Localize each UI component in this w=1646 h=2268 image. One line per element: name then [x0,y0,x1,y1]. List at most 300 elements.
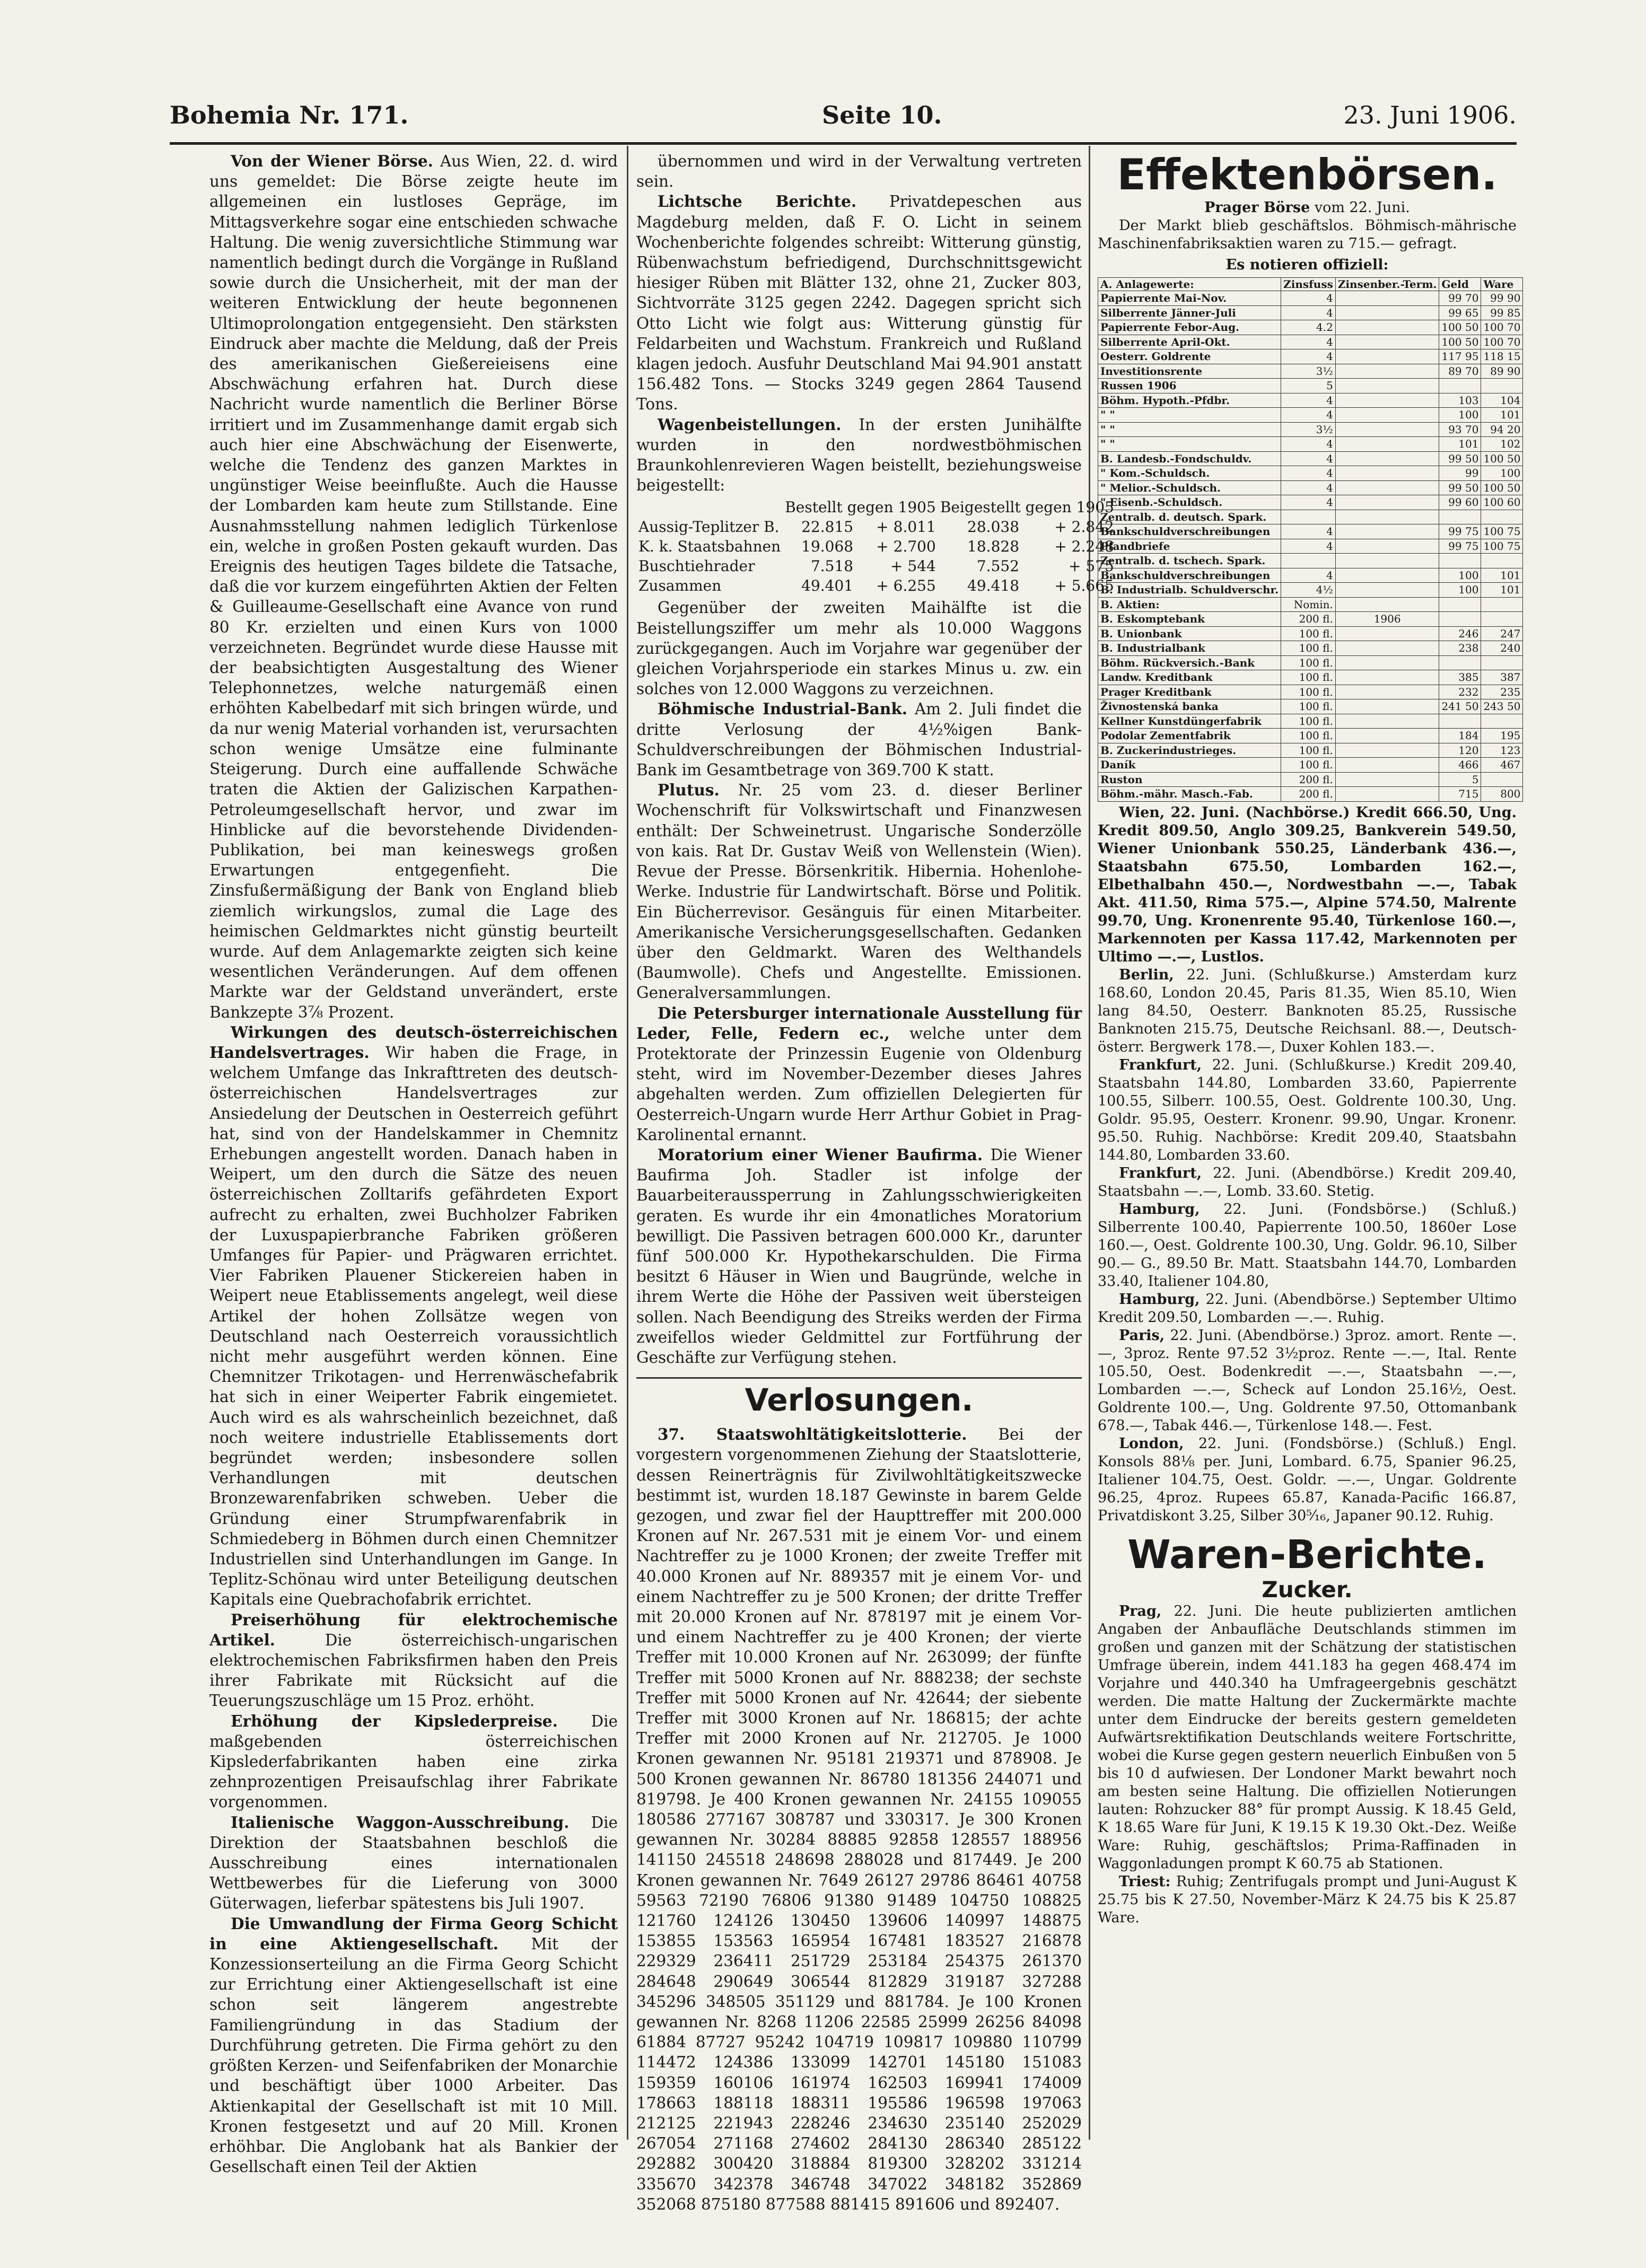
anlagewerte-cell: 93 70 [1439,422,1481,437]
prager-date: vom 22. Juni. [1314,199,1410,216]
article-paragraph [636,598,1082,699]
anlagewerte-cell [1335,379,1439,393]
anlagewerte-cell: 4 [1281,393,1336,408]
anlagewerte-cell: 99 75 [1439,539,1481,554]
wagen-cell: + 2.842 [1054,518,1114,536]
anl-head-term: Zinsenber.-Term. [1335,278,1439,291]
anlagewerte-cell: 99 75 [1439,524,1481,539]
anlagewerte-cell [1335,699,1439,714]
anlagewerte-cell [1335,655,1439,670]
anlagewerte-cell: 100 [1481,466,1523,481]
anlagewerte-cell: 243 50 [1481,699,1523,714]
header-masthead: Bohemia Nr. 171. [170,101,409,129]
article-paragraph [1098,1056,1517,1164]
anlagewerte-row [1098,408,1523,423]
anlagewerte-row [1098,685,1523,699]
anlagewerte-cell [1335,451,1439,466]
anlagewerte-cell [1335,772,1439,787]
anlagewerte-cell [1439,379,1481,393]
wagen-cell: + 575 [1069,557,1114,575]
anlagewerte-cell: 5 [1281,379,1336,393]
article-paragraph [1098,1327,1517,1435]
anlagewerte-cell: 195 [1481,729,1523,743]
article-heading: Die Umwandlung der Firma Georg Schicht in eine Aktiengesellschaft. [209,1914,618,1953]
anlagewerte-cell: 100 fl. [1281,670,1336,685]
anlagewerte-cell: 94 20 [1481,422,1523,437]
anlagewerte-cell: 123 [1481,743,1523,758]
verlosungen-text [636,1424,1082,2214]
anlagewerte-cell: 99 50 [1439,451,1481,466]
anlagewerte-cell: Živnostenská banka [1098,699,1281,714]
anlagewerte-row [1098,364,1523,379]
article-body: Privatdepeschen aus Magdeburg melden, daß F. O. Licht in seinem Wochenberichte folgendes schreibt: Witterung günstig, Rübenwachstum befriedigend, Durchschnittsgewicht hiesiger Rüben mit Blätter 132, ohne 21, Zucker 803, Sichtvorräte 3125 gegen 2242. Dagegen spricht sich Otto Licht wie folgt aus: Witterung günstig für Feldarbeiten und Wachstum. Frankreich und Rußland klagen jedoch. Ausfuhr Deutschland Mai 94.901 anstatt 156.482 Tons. — Stocks 3249 gegen 2864 Tausend Tons. [636,192,1082,414]
anlagewerte-cell: 117 95 [1439,349,1481,364]
anlagewerte-row [1098,655,1523,670]
anlagewerte-cell: Investitionsrente [1098,364,1281,379]
article-body: 22. Juni. (Fondsbörse.) (Schluß.) Engl. Konsols 88⅛ per. Juni, Lombard. 6.75, Spanier 96.25, Italiener 104.75, Oest. Goldr. —.—, Ungar. Goldrente 96.25, 4proz. Rupees 65.87, Kanada-Pacific 166.87, Privatdiskont 3.25, Silber 30⁵⁄₁₆, Japaner 90.12. Ruhig. [1098,1435,1517,1524]
article-paragraph [636,699,1082,780]
anlagewerte-row [1098,437,1523,452]
anlagewerte-cell [1439,714,1481,729]
anlagewerte-cell: 103 [1439,393,1481,408]
article-body: übernommen und wird in der Verwaltung vertreten sein. [636,152,1082,191]
article-body: Die Wiener Baufirma Joh. Stadler ist infolge der Bauarbeiteraussperrung in Zahlungsschwierigkeiten geraten. Es wurde ihr ein 4monatliches Moratorium bewilligt. Die Passiven betragen 600.000 Kr., darunter fünf 500.000 Kr. Hypothekarschulden. Die Firma besitzt 6 Häuser in Wien und Baugründe, welche in ihrem Werte die Höhe der Passiven weit übersteigen sollen. Nach Beendigung des Streiks werden der Firma zweifellos wieder Geldmittel zur Fortführung der Geschäfte zur Verfügung stehen. [636,1145,1082,1367]
column-2-articles-2 [636,598,1082,1368]
header-date: 23. Juni 1906. [1343,101,1517,129]
article-heading: Hamburg, [1119,1291,1200,1308]
column-divider-2 [1089,146,1090,2140]
anlagewerte-cell: 100 [1439,583,1481,598]
notieren-line: Es notieren offiziell: [1225,257,1389,273]
anlagewerte-cell: Bankschuldverschreibungen [1098,568,1281,583]
article-paragraph [636,191,1082,414]
article-body: 22. Juni. (Fondsbörse.) (Schluß.) Silberrente 100.40, Papierrente 100.50, 1860er Lose 160.—, Oest. Goldrente 100.30, Ung. Goldr. 96.10, Silber 90.— G., 89.50 Br. Matt. Staatsbahn 144.70, Lombarden 33.40, Italiener 104.80, [1098,1201,1517,1290]
article-heading: Preiserhöhung für elektrochemische Artikel. [209,1610,618,1649]
anlagewerte-cell: 100 50 [1439,320,1481,335]
article-body: 22. Juni. (Abendbörse.) Kredit 209.40, Staatsbahn —.—, Lomb. 33.60. Stetig. [1098,1164,1517,1199]
anlagewerte-cell: 4 [1281,524,1336,539]
anlagewerte-cell [1481,714,1523,729]
article-paragraph [209,1610,618,1711]
header-rule [170,142,1517,145]
article-body: Die maßgebenden österreichischen Kipslederfabrikanten haben eine zirka zehnprozentigen Preisaufschlag ihrer Fabrikate vorgenommen. [209,1712,618,1811]
anlagewerte-cell: 387 [1481,670,1523,685]
anlagewerte-cell: 1906 [1335,612,1439,627]
anlagewerte-cell: 4 [1281,480,1336,495]
anlagewerte-cell: Nomin. [1281,597,1336,612]
wagen-cell: 18.828 [967,538,1020,556]
article-heading: Berlin, [1119,966,1174,983]
anlagewerte-row [1098,422,1523,437]
column-3 [1098,150,1521,2145]
anlagewerte-cell: Böhm.-mähr. Masch.-Fab. [1098,787,1281,802]
anlagewerte-cell: Pfandbriefe [1098,539,1281,554]
anlagewerte-cell: 100 fl. [1281,626,1336,641]
anlagewerte-cell: 100 fl. [1281,743,1336,758]
anlagewerte-cell [1439,655,1481,670]
anlagewerte-cell: 118 15 [1481,349,1523,364]
article-body: 22. Juni. (Abendbörse.) 3proz. amort. Rente —.—, 3proz. Rente 97.52 3½proz. Rente —.—, Ital. Rente 105.50, Oest. Bodenkredit —.—, Staatsbahn —.—, Lombarden —.—, Scheck auf London 25.16½, Oest. Goldrente 100.—, Ung. Goldrente 97.50, Ottomanbank 678.—, Tabak 446.—, Türkenlose 148.—. Fest. [1098,1327,1517,1434]
anlagewerte-cell [1335,626,1439,641]
anlagewerte-cell: 238 [1439,641,1481,656]
anlagewerte-cell: 101 [1481,568,1523,583]
anlagewerte-cell: B. Aktien: [1098,597,1281,612]
anlagewerte-cell: 100 fl. [1281,714,1336,729]
article-body: Gegenüber der zweiten Maihälfte ist die Beistellungsziffer um mehr als 10.000 Waggons zurückgegangen. Auch im Vorjahre war gegenüber der gleichen Vorjahrsperiode ein starkes Minus u. zw. ein solches von 12.000 Waggons zu verzeichnen. [636,599,1082,698]
wagen-header-beigestellt: Beigestellt gegen 1905 [940,498,1114,516]
anlagewerte-row [1098,349,1523,364]
anlagewerte-cell [1335,714,1439,729]
anlagewerte-row [1098,305,1523,320]
anlagewerte-cell: 99 50 [1439,480,1481,495]
anlagewerte-cell: 3½ [1281,422,1336,437]
article-heading: Paris, [1119,1327,1165,1344]
anlagewerte-cell: 4 [1281,539,1336,554]
anlagewerte-row [1098,335,1523,349]
article-paragraph [209,1812,618,1914]
wagen-header-bestellt: Bestellt gegen 1905 [785,498,936,516]
anlagewerte-cell: Böhm. Hypoth.-Pfdbr. [1098,393,1281,408]
anlagewerte-cell: 100 [1439,568,1481,583]
anlagewerte-cell: Silberrente Jänner-Juli [1098,305,1281,320]
wagen-row [636,576,1116,596]
anlagewerte-cell: 100 75 [1481,539,1523,554]
article-heading: London, [1119,1435,1184,1452]
anlagewerte-cell [1335,670,1439,685]
article-heading: Triest: [1119,1873,1171,1890]
article-paragraph [209,1711,618,1812]
anlagewerte-cell [1335,349,1439,364]
anlagewerte-cell [1481,597,1523,612]
article-paragraph [1098,1873,1517,1927]
anlagewerte-cell: Russen 1906 [1098,379,1281,393]
wagen-cell: Zusammen [638,577,722,595]
anlagewerte-cell [1335,393,1439,408]
anlagewerte-cell: 99 65 [1439,305,1481,320]
article-heading: Frankfurt, [1119,1164,1202,1181]
wagen-header-row [636,497,1116,517]
anlagewerte-cell: " Kom.-Schuldsch. [1098,466,1281,481]
anlagewerte-cell: Zentralb. d. deutsch. Spark. [1098,510,1281,524]
anlagewerte-cell: 101 [1481,408,1523,423]
anlagewerte-cell: 200 fl. [1281,787,1336,802]
article-heading: Frankfurt, [1119,1056,1202,1073]
anlagewerte-row [1098,583,1523,598]
anlagewerte-cell: 120 [1439,743,1481,758]
page-header [170,101,1517,143]
article-paragraph [1098,1291,1517,1327]
article-body: In der ersten Junihälfte wurden in den nordwestböhmischen Braunkohlenrevieren Wagen beistellt, beziehungsweise beigestellt: [636,415,1082,495]
anlagewerte-cell [1335,480,1439,495]
anlagewerte-cell: Papierrente Mai-Nov. [1098,291,1281,306]
anlagewerte-cell: 3½ [1281,364,1336,379]
article-paragraph [1098,1435,1517,1525]
market-reports [1098,804,1517,1525]
article-paragraph [636,415,1082,496]
anlagewerte-cell: 4 [1281,291,1336,306]
wagen-cell: 28.038 [967,518,1020,536]
anlagewerte-cell: 200 fl. [1281,612,1336,627]
wagen-cell: 7.518 [810,557,854,575]
anlagewerte-cell: Zentralb. d. tschech. Spark. [1098,554,1281,568]
effektenboersen-title: Effektenbörsen. [1117,150,1498,199]
anlagewerte-cell [1335,787,1439,802]
anlagewerte-cell: Papierrente Febor-Aug. [1098,320,1281,335]
anlagewerte-row [1098,714,1523,729]
anlagewerte-cell: 466 [1439,758,1481,773]
anlagewerte-cell: 467 [1481,758,1523,773]
anlagewerte-cell [1335,583,1439,598]
anlagewerte-cell: 99 70 [1439,291,1481,306]
anlagewerte-cell: 4 [1281,349,1336,364]
wagen-table [636,497,1116,596]
anlagewerte-row [1098,524,1523,539]
anlagewerte-cell [1335,291,1439,306]
anlagewerte-row [1098,495,1523,510]
article-heading: Böhmische Industrial-Bank. [658,699,908,719]
anlagewerte-row [1098,451,1523,466]
anlagewerte-cell [1335,729,1439,743]
wagen-cell: + 5.665 [1054,577,1114,595]
article-body: Aus Wien, 22. d. wird uns gemeldet: Die Börse zeigte heute im allgemeinen ein lustloses Gepräge, im Mittagsverkehre sogar eine entschieden schwache Haltung. Die wenig zuversichtliche Stimmung war namentlich bedingt durch die Vorgänge in Rußland sowie durch die Unsicherheit, mit der man der weiteren Entwicklung der heute begonnenen Ultimoprolongation entgegensieht. Den stärksten Eindruck aber machte die Meldung, daß der Preis des amerikanischen Gießereieisens eine Abschwächung erfahren hat. Durch diese Nachricht wurde namentlich die Berliner Börse irritiert und im Zusammenhange damit ergab sich auch hier eine Abschwächung der Eisenwerte, welche die Tendenz des ganzen Marktes in ungünstiger Weise beeinflußte. Auch die Hausse der Lombarden kam heute zum Stillstande. Eine Ausnahmsstellung nahmen lediglich Türkenlose ein, welche in großen Posten gekauft wurden. Das Ereignis des heutigen Tages bildete die Tatsache, daß die vor kurzem eingeführten Aktien der Felten & Guilleaume-Gesellschaft eine Avance von rund 80 Kr. erzielten und einen Kurs von 1000 verzeichneten. Begründet wurde diese Hausse mit der beabsichtigten Ausgestaltung des Wiener Telephonnetzes, welche naturgemäß einen erhöhten Kabelbedarf mit sich bringen würde, und da nur wenig Material vorhanden ist, verursachten schon wenige Umsätze eine fulminante Steigerung. Durch eine auffallende Schwäche traten die Aktien der Galizischen Karpathen-Petroleumgesellschaft hervor, und zwar im Hinblicke auf die bevorstehende Dividenden-Publikation, bei man keineswegs großen Erwartungen entgegenfieht. Die Zinsfußermäßigung der Bank von England blieb ziemlich wirkungslos, zumal die Lage des heimischen Geldmarktes nicht günstig beurteilt wurde. Auf dem Anlagemarkte zeigten sich keine wesentlichen Veränderungen. Auf dem offenen Markte war der Geldstand unverändert, erste Bankzepte 3⅞ Prozent. [209,152,618,1021]
anlagewerte-cell: 100 75 [1481,524,1523,539]
anlagewerte-cell: 101 [1439,437,1481,452]
anlagewerte-row [1098,466,1523,481]
anlagewerte-cell [1335,335,1439,349]
anlagewerte-cell [1335,597,1439,612]
anlagewerte-cell [1335,495,1439,510]
wagen-cell: + 2.248 [1054,538,1114,556]
anlagewerte-cell [1335,524,1439,539]
anlagewerte-cell: 99 60 [1439,495,1481,510]
prager-text: Der Markt blieb geschäftslos. Böhmisch-mährische Maschinenfabriksaktien waren zu 715.— gefragt. [1098,217,1517,252]
article-paragraph [636,151,1082,191]
anlagewerte-row [1098,597,1523,612]
wagen-cell: Buschtiehrader [638,557,755,575]
anlagewerte-cell [1481,772,1523,787]
anlagewerte-cell: B. Industrialb. Schuldverschr. [1098,583,1281,598]
anlagewerte-cell: 100 fl. [1281,729,1336,743]
anlagewerte-cell: " " [1098,437,1281,452]
article-paragraph [636,1145,1082,1368]
anlagewerte-row [1098,787,1523,802]
anlagewerte-cell: " Eisenb.-Schuldsch. [1098,495,1281,510]
article-heading: Lichtsche Berichte. [658,192,857,211]
article-paragraph [1098,804,1517,966]
anlagewerte-cell: 4 [1281,466,1336,481]
wagen-cell: + 6.255 [876,577,936,595]
anlagewerte-cell [1481,655,1523,670]
anlagewerte-cell: 232 [1439,685,1481,699]
anlagewerte-cell: Bankschuldverschreibungen [1098,524,1281,539]
anlagewerte-cell: 104 [1481,393,1523,408]
anlagewerte-cell: Landw. Kreditbank [1098,670,1281,685]
anlagewerte-row [1098,291,1523,306]
article-paragraph [209,1022,618,1610]
anlagewerte-cell [1335,510,1439,524]
prager-boerse-line [1098,199,1517,217]
anlagewerte-cell [1481,510,1523,524]
column-divider-1 [627,146,628,2140]
anlagewerte-cell: 100 fl. [1281,655,1336,670]
anlagewerte-row [1098,393,1523,408]
anlagewerte-cell: 4 [1281,305,1336,320]
anlagewerte-row [1098,480,1523,495]
article-heading: Wagenbeistellungen. [658,415,842,434]
anlagewerte-row [1098,641,1523,656]
article-heading: Erhöhung der Kipslederpreise. [231,1711,558,1730]
anlagewerte-cell: B. Zuckerindustrieges. [1098,743,1281,758]
wagen-cell: Aussig-Teplitzer B. [638,518,780,536]
anlagewerte-cell [1481,554,1523,568]
article-body: Mit der Konzessionserteilung an die Firma Georg Schicht zur Errichtung einer Aktiengesellschaft ist eine schon seit längerem angestrebte Familiengründung in das Stadium der Durchführung getreten. Die Firma gehört zu den größten Kerzen- und Seifenfabriken der Monarchie und beschäftigt über 1000 Arbeiter. Das Aktienkapital der Gesellschaft ist mit 10 Mill. Kronen festgesetzt und auf 20 Mill. Kronen erhöhbar. Die Anglobank hat als Bankier der Gesellschaft einen Teil der Aktien [209,1934,618,2176]
anlagewerte-cell [1335,554,1439,568]
anlagewerte-cell: Kellner Kunstdüngerfabrik [1098,714,1281,729]
article-body: Ruhig; Zentrifugals prompt und Juni-August K 25.75 bis K 27.50, November-März K 24.75 bis K 25.87 Ware. [1098,1873,1517,1926]
anlagewerte-cell: Ruston [1098,772,1281,787]
verlosungen-body: Bei der vorgestern vorgenommenen Ziehung der Staatslotterie, dessen Reinerträgnis für Zivilwohltätigkeitszwecke bestimmt ist, wurden 18.187 Gewinste in barem Gelde gezogen, und zwar fiel der Haupttreffer mit 200.000 Kronen auf Nr. 267.531 mit je einem Vor- und einem Nachtreffer zu je 1000 Kronen; der zweite Treffer mit 40.000 Kronen auf Nr. 889357 mit je einem Vor- und einem Nachtreffer zu je 500 Kronen; der dritte Treffer mit 20.000 Kronen auf Nr. 878197 mit je einem Vor- und einem Nachtreffer zu je 400 Kronen; der vierte Treffer mit 10.000 Kronen auf Nr. 263099; der fünfte Treffer mit 5000 Kronen auf Nr. 888238; der sechste Treffer mit 5000 Kronen auf Nr. 42644; der siebente Treffer mit 3000 Kronen auf Nr. 186815; der achte Treffer mit 2000 Kronen auf Nr. 212705. Je 1000 Kronen gewannen Nr. 95181 219371 und 878908. Je 500 Kronen gewannen Nr. 86780 181356 244071 und 819798. Je 400 Kronen gewannen Nr. 24155 109055 180586 277167 308787 und 330317. Je 300 Kronen gewannen Nr. 30284 88885 92858 128557 188956 141150 245518 248698 288028 und 817449. Je 200 Kronen gewannen Nr. 7649 26127 29786 86461 40758 59563 72190 76806 91380 91489 104750 108825 121760 124126 130450 139606 140997 148875 153855 153563 165954 167481 183527 216878 229329 236411 251729 253184 254375 261370 284648 290649 306544 812829 319187 327288 345296 348505 351129 und 881784. Je 100 Kronen gewannen Nr. 8268 11206 22585 25999 26256 84098 61884 87727 95242 104719 109817 109880 110799 114472 124386 133099 142701 145180 151083 159359 160106 161974 162503 169941 174009 178663 188118 188311 195586 196598 197063 212125 221943 228246 234630 235140 252029 267054 271168 274602 284130 286340 285122 292882 300420 318884 819300 328202 331214 335670 342378 346748 347022 348182 352869 352068 875180 877588 881415 891606 und 892407. [636,1425,1082,2213]
anlagewerte-row [1098,568,1523,583]
anlagewerte-cell: 4 [1281,437,1336,452]
anlagewerte-table [1098,277,1523,802]
wagen-row [636,537,1116,556]
anlagewerte-cell [1335,437,1439,452]
column-1 [209,151,618,2176]
anlagewerte-cell: 100 fl. [1281,758,1336,773]
wagen-cell: 49.418 [967,577,1020,595]
anlagewerte-cell: 385 [1439,670,1481,685]
wagen-cell: 19.068 [801,538,854,556]
anlagewerte-cell: B. Unionbank [1098,626,1281,641]
anlagewerte-cell: 100 50 [1439,335,1481,349]
article-heading: Von der Wiener Börse. [231,152,433,170]
zucker-subtitle: Zucker. [1262,1576,1353,1603]
anlagewerte-cell: Podolar Zementfabrik [1098,729,1281,743]
anlagewerte-cell: 100 60 [1481,495,1523,510]
anlagewerte-cell [1335,743,1439,758]
anlagewerte-cell: 247 [1481,626,1523,641]
article-heading: Prag, [1119,1603,1162,1619]
anlagewerte-cell [1439,554,1481,568]
article-body: 22. Juni. (Schlußkurse.) Amsterdam kurz 168.60, London 20.45, Paris 81.35, Wien 85.10, Wien lang 84.50, Oesterr. Banknoten 85.25, Russische Banknoten 215.75, Deutsche Reichsanl. 88.—, Deutsch-österr. Bergwerk 178.—, Duxer Kohlen 183.—. [1098,966,1517,1055]
anlagewerte-cell [1335,408,1439,423]
wagen-cell: 49.401 [801,577,854,595]
header-page-number: Seite 10. [822,101,942,129]
wagen-cell: + 2.700 [876,538,936,556]
article-body: Am 2. Juli findet die dritte Verlosung der 4½%igen Bank-Schuldverschreibungen der Böhmischen Industrial-Bank im Gesamtbetrage von 369.700 K statt. [636,700,1082,780]
anlagewerte-cell: 4 [1281,568,1336,583]
anlagewerte-cell: Daník [1098,758,1281,773]
article-heading: Wien, 22. Juni. (Nachbörse.) Kredit 666.50, Ung. Kredit 809.50, Anglo 309.25, Bankverein 549.50, Wiener Unionbank 550.25, Länderbank 436.—, Staatsbahn 675.50, Lombarden 162.—, Elbethalbahn 450.—, Nordwestbahn —.—, Tabak Akt. 411.50, Rima 575.—, Alpine 574.50, Malrente 99.70, Ung. Kronenrente 95.40, Türkenlose 160.—, Markennoten per Kassa 117.42, Markennoten per Ultimo —.—, Lustlos. [1098,804,1517,965]
anlagewerte-cell: 4 [1281,495,1336,510]
anlagewerte-cell: Prager Kreditbank [1098,685,1281,699]
anlagewerte-row [1098,612,1523,627]
anlagewerte-cell [1481,379,1523,393]
anlagewerte-cell: 4 [1281,451,1336,466]
article-heading: Hamburg, [1119,1201,1200,1218]
anlagewerte-cell: 99 90 [1481,291,1523,306]
article-body: Die österreichisch-ungarischen elektrochemischen Fabriksfirmen haben den Preis ihrer Fabrikate mit Rücksicht auf die Teuerungszuschläge um 15 Proz. erhöht. [209,1631,618,1710]
anlagewerte-row [1098,379,1523,393]
wagen-cell: 22.815 [801,518,854,536]
anlagewerte-cell: 100 70 [1481,335,1523,349]
verlosungen-title: Verlosungen. [636,1377,1082,1421]
article-paragraph [636,1003,1082,1145]
anlagewerte-cell: B. Industrialbank [1098,641,1281,656]
article-heading: Die Petersburger internationale Ausstellung für Leder, Felle, Federn ec., [636,1003,1082,1043]
anlagewerte-cell: 100 fl. [1281,699,1336,714]
anlagewerte-cell: " " [1098,422,1281,437]
column-2-articles [636,151,1082,495]
anlagewerte-cell: 100 50 [1481,451,1523,466]
anl-head-zins: Zinsfuss [1281,278,1336,291]
anlagewerte-cell: 715 [1439,787,1481,802]
article-paragraph [636,780,1082,1003]
anlagewerte-cell: 4½ [1281,583,1336,598]
anlagewerte-cell [1439,510,1481,524]
anlagewerte-row [1098,699,1523,714]
anlagewerte-cell: " " [1098,408,1281,423]
anlagewerte-cell: 800 [1481,787,1523,802]
article-heading: Italienische Waggon-Ausschreibung. [231,1812,570,1832]
article-paragraph [1098,1603,1517,1873]
wagen-row [636,556,1116,576]
anl-head-name: A. Anlagewerte: [1098,278,1281,291]
anlagewerte-cell: 200 fl. [1281,772,1336,787]
anlagewerte-cell [1335,466,1439,481]
wagen-cell: K. k. Staatsbahnen [638,538,781,556]
article-body: Die Direktion der Staatsbahnen beschloß die Ausschreibung eines internationalen Wettbewerbes für die Lieferung von 3000 Güterwagen, lieferbar spätestens bis Juli 1907. [209,1813,618,1913]
anlagewerte-row [1098,539,1523,554]
anlagewerte-row [1098,554,1523,568]
anlagewerte-cell: 99 85 [1481,305,1523,320]
anlagewerte-row [1098,743,1523,758]
anlagewerte-row [1098,510,1523,524]
anlagewerte-row [1098,626,1523,641]
anlagewerte-cell: 240 [1481,641,1523,656]
anlagewerte-cell [1335,641,1439,656]
anlagewerte-cell: Böhm. Rückversich.-Bank [1098,655,1281,670]
anlagewerte-cell [1481,612,1523,627]
article-body: 22. Juni. (Abendbörse.) September Ultimo Kredit 209.50, Lombarden —.—. Ruhig. [1098,1291,1517,1326]
anlagewerte-cell: 5 [1439,772,1481,787]
anlagewerte-cell: 246 [1439,626,1481,641]
anlagewerte-cell: " Melior.-Schuldsch. [1098,480,1281,495]
verlosungen-heading: 37. Staatswohltätigkeitslotterie. [658,1425,967,1444]
anlagewerte-cell: 100 fl. [1281,641,1336,656]
anlagewerte-cell: 4 [1281,335,1336,349]
anlagewerte-cell: 100 50 [1481,480,1523,495]
anlagewerte-row [1098,758,1523,773]
anlagewerte-cell: 89 90 [1481,364,1523,379]
anlagewerte-cell: 89 70 [1439,364,1481,379]
anlagewerte-cell: 99 [1439,466,1481,481]
anlagewerte-cell: 100 70 [1481,320,1523,335]
anlagewerte-cell [1439,612,1481,627]
anlagewerte-row [1098,670,1523,685]
anlagewerte-cell: 102 [1481,437,1523,452]
column-2 [636,151,1114,2213]
anlagewerte-cell: Oesterr. Goldrente [1098,349,1281,364]
wagen-cell: 7.552 [976,557,1020,575]
waren-reports [1098,1603,1517,1927]
article-body: Wir haben die Frage, in welchem Umfange das Inkrafttreten des deutsch-österreichischen Handelsvertrages zur Ansiedelung der Deutschen in Oesterreich geführt hat, sind von der Handelskammer in Chemnitz Erhebungen angestellt worden. Danach haben in Weipert, um den durch die Sätze des neuen österreichischen Zolltarifs gefährdeten Export aufrecht zu erhalten, zwei Buchholzer Fabriken der Luxuspapierbranche Fabriken größeren Umfanges für Papier- und Prägwaren errichtet. Vier Fabriken Plauener Stickereien haben in Weipert neue Etablissements angelegt, weil diese Artikel der hohen Zollsätze wegen von Deutschland nach Oesterreich voraussichtlich nicht mehr ausgeführt werden können. Eine Chemnitzer Trikotagen- und Herrenwäschefabrik hat sich in einer Weiperter Fabrik eingemietet. Auch wird es als wahrscheinlich bezeichnet, daß noch weitere industrielle Etablissements dort begründet werden; insbesondere sollen Verhandlungen mit deutschen Bronzewarenfabriken schweben. Ueber die Gründung einer Strumpfwarenfabrik in Schmiedeberg in Böhmen durch einen Chemnitzer Industriellen sind Unterhandlungen im Gange. In Teplitz-Schönau wird unter Beteiligung deutschen Kapitals eine Quebrachofabrik errichtet. [209,1043,618,1609]
anlagewerte-cell: 100 fl. [1281,685,1336,699]
waren-berichte-title: Waren-Berichte. [1127,1531,1487,1578]
anlagewerte-row [1098,772,1523,787]
wagen-cell: + 8.011 [876,518,936,536]
anlagewerte-cell [1335,539,1439,554]
